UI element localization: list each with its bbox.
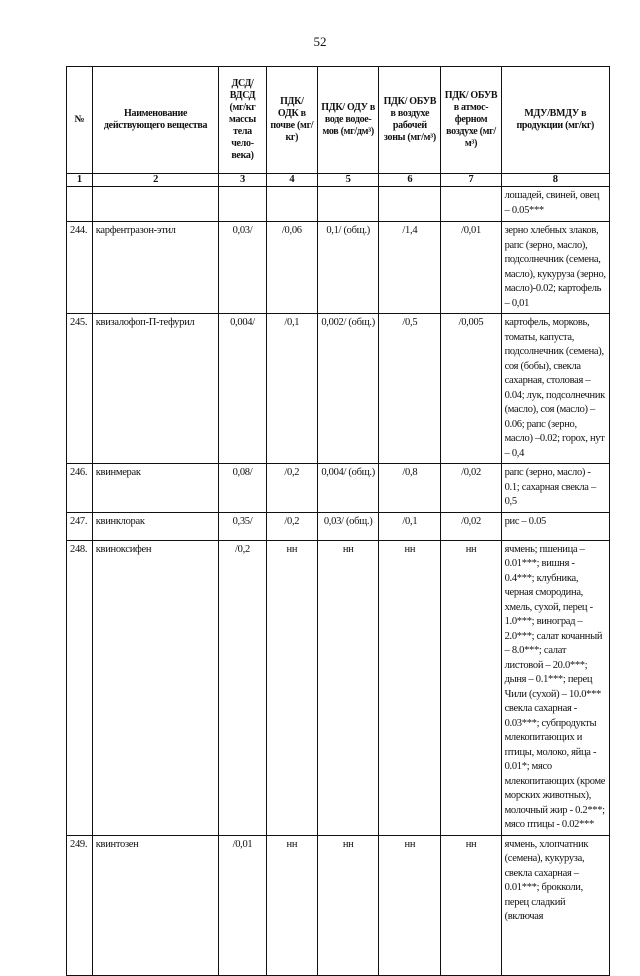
soil-value: /0,1 <box>266 314 318 464</box>
row-number: 244. <box>67 222 93 314</box>
mdu-value: картофель, морковь, томаты, капуста, подсолнечник (семена), соя (бобы), свекла сахарная, столовая – 0.04; лук, подсолнечник (масло), соя (масло) – 0.06; рапс (зерно, масло) –0.02; горох, нут – 0,4 <box>501 314 609 464</box>
table-row <box>67 222 610 314</box>
atmos-air-value: нн <box>441 540 501 835</box>
row-number <box>67 187 93 222</box>
atmos-air-value: /0,005 <box>441 314 501 464</box>
column-number: 2 <box>92 174 219 187</box>
mdu-value: рапс (зерно, масло) - 0.1; сахарная свекла – 0,5 <box>501 464 609 513</box>
row-number: 249. <box>67 835 93 975</box>
column-number: 7 <box>441 174 501 187</box>
table-row <box>67 314 610 464</box>
header-mdu: МДУ/ВМДУ в продукции (мг/кг) <box>501 67 609 174</box>
work-air-value: /0,8 <box>379 464 441 513</box>
column-number: 3 <box>219 174 266 187</box>
dsd-value: /0,01 <box>219 835 266 975</box>
substance-name: квинмерак <box>92 464 219 513</box>
table-row <box>67 512 610 540</box>
column-number: 1 <box>67 174 93 187</box>
row-number: 247. <box>67 512 93 540</box>
mdu-value: рис – 0.05 <box>501 512 609 540</box>
column-number: 8 <box>501 174 609 187</box>
column-number: 5 <box>318 174 379 187</box>
substance-name <box>92 187 219 222</box>
water-value: 0,1/ (общ.) <box>318 222 379 314</box>
table-row <box>67 540 610 835</box>
water-value: 0,002/ (общ.) <box>318 314 379 464</box>
hygiene-standards-table <box>66 66 610 976</box>
work-air-value: /1,4 <box>379 222 441 314</box>
header-pdk-atmos-air: ПДК/ ОБУВ в атмос-ферном воздухе (мг/м³) <box>441 67 501 174</box>
work-air-value: нн <box>379 835 441 975</box>
mdu-value: ячмень; пшеница – 0.01***; вишня - 0.4***; клубника, черная смородина, хмель, сухой, перец - 1.0***; виноград – 2.0***; салат кочанный – 8.0***; салат листовой – 20.0***; дыня – 0.1***; перец Чили (сухой) – 10.0*** свекла сахарная - 0.03***; субпродукты млекопитающих и птицы, молоко, яйца - 0.01*; мясо млекопитающих (кроме морских животных), молочный жир - 0.2***; мясо птицы - 0.02*** <box>501 540 609 835</box>
header-pdk-water: ПДК/ ОДУ в воде водое-мов (мг/дм³) <box>318 67 379 174</box>
water-value: 0,004/ (общ.) <box>318 464 379 513</box>
soil-value: нн <box>266 540 318 835</box>
dsd-value: 0,35/ <box>219 512 266 540</box>
header-no: № <box>67 67 93 174</box>
atmos-air-value: нн <box>441 835 501 975</box>
dsd-value <box>219 187 266 222</box>
substance-name: квинтозен <box>92 835 219 975</box>
soil-value: /0,2 <box>266 464 318 513</box>
column-number: 6 <box>379 174 441 187</box>
mdu-value: ячмень, хлопчатник (семена), кукуруза, свекла сахарная – 0.01***; брокколи, перец сладкий (включая <box>501 835 609 975</box>
water-value: нн <box>318 540 379 835</box>
table-row <box>67 835 610 975</box>
row-number: 245. <box>67 314 93 464</box>
dsd-value: 0,004/ <box>219 314 266 464</box>
column-number: 4 <box>266 174 318 187</box>
work-air-value: /0,5 <box>379 314 441 464</box>
header-pdk-soil: ПДК/ ОДК в почве (мг/кг) <box>266 67 318 174</box>
water-value: 0,03/ (общ.) <box>318 512 379 540</box>
page-number: 52 <box>313 34 327 49</box>
atmos-air-value: /0,01 <box>441 222 501 314</box>
atmos-air-value: /0,02 <box>441 512 501 540</box>
work-air-value: нн <box>379 540 441 835</box>
mdu-value: зерно хлебных злаков, рапс (зерно, масло), подсолнечник (семена, масло), кукуруза (зерно, масло)-0.02; картофель – 0,01 <box>501 222 609 314</box>
soil-value: /0,06 <box>266 222 318 314</box>
work-air-value <box>379 187 441 222</box>
substance-name: карфентразон-этил <box>92 222 219 314</box>
mdu-value: лошадей, свиней, овец – 0.05*** <box>501 187 609 222</box>
substance-name: квинклорак <box>92 512 219 540</box>
header-pdk-work-air: ПДК/ ОБУВ в воздухе рабочей зоны (мг/м³) <box>379 67 441 174</box>
soil-value: /0,2 <box>266 512 318 540</box>
soil-value: нн <box>266 835 318 975</box>
row-number: 248. <box>67 540 93 835</box>
atmos-air-value <box>441 187 501 222</box>
header-dsd: ДСД/ ВДСД (мг/кг массы тела чело-века) <box>219 67 266 174</box>
water-value: нн <box>318 835 379 975</box>
substance-name: квиноксифен <box>92 540 219 835</box>
header-substance-name: Наименование действующего вещества <box>92 67 219 174</box>
column-numbers-row <box>67 174 610 187</box>
row-number: 246. <box>67 464 93 513</box>
dsd-value: 0,08/ <box>219 464 266 513</box>
header-row <box>67 67 610 174</box>
atmos-air-value: /0,02 <box>441 464 501 513</box>
work-air-value: /0,1 <box>379 512 441 540</box>
substance-name: квизалофоп-П-тефурил <box>92 314 219 464</box>
table-row <box>67 464 610 513</box>
dsd-value: /0,2 <box>219 540 266 835</box>
dsd-value: 0,03/ <box>219 222 266 314</box>
water-value <box>318 187 379 222</box>
soil-value <box>266 187 318 222</box>
table-row <box>67 187 610 222</box>
